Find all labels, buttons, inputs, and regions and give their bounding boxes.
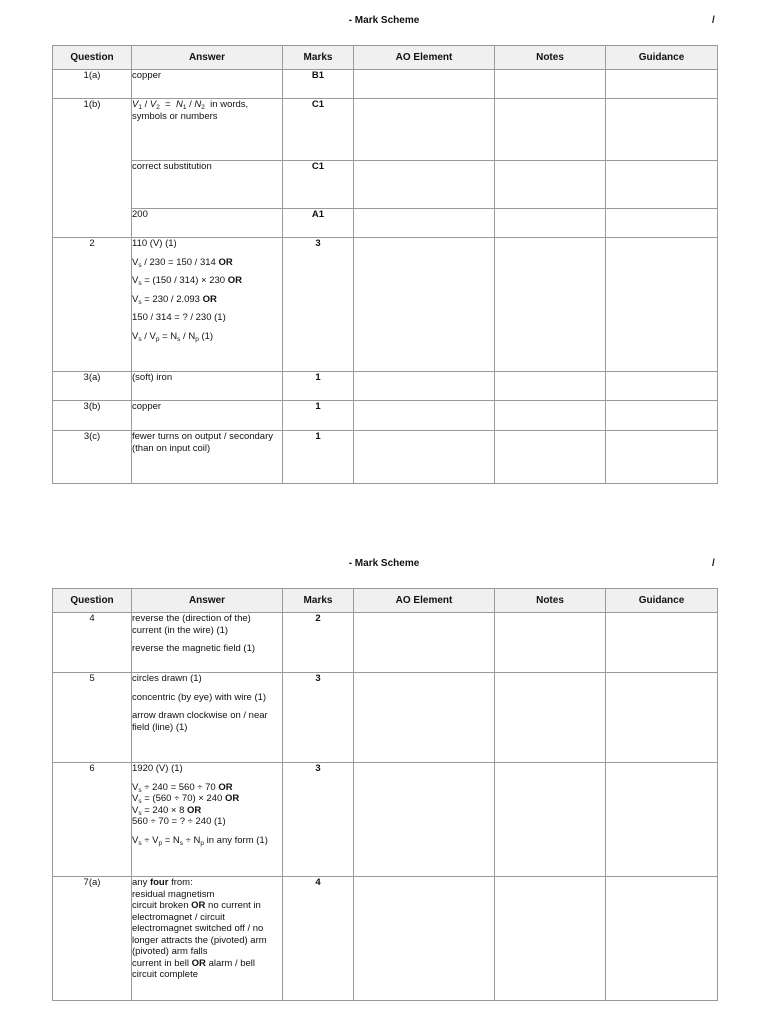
marks-cell: C1 bbox=[283, 99, 354, 161]
answer-line: $V_s / V_p = N_s / N_p$ (1) bbox=[132, 330, 214, 343]
question-number: 3(c) bbox=[53, 431, 132, 484]
answer-cell: fewer turns on output / secondary (than on input coil) bbox=[132, 431, 283, 484]
answer-line: $V_s = (560 \div 70) \times 240$ OR bbox=[132, 793, 240, 805]
table-row bbox=[53, 877, 718, 1001]
answer-line: $V_s = 230 / 2.093$ OR bbox=[132, 293, 217, 306]
answer-cell: 200 bbox=[132, 209, 283, 238]
answer-line: reverse the magnetic field (1) bbox=[132, 643, 256, 654]
answer-cell: copper bbox=[132, 401, 283, 431]
marks-cell: C1 bbox=[283, 161, 354, 209]
answer-line: any four from: bbox=[132, 877, 193, 888]
answer-cell bbox=[132, 613, 283, 673]
col-question: Question bbox=[53, 589, 132, 613]
col-notes: Notes bbox=[495, 589, 606, 613]
table-row bbox=[53, 673, 718, 763]
answer-line: circles drawn (1) bbox=[132, 673, 202, 684]
col-notes: Notes bbox=[495, 46, 606, 70]
answer-line: $V_s \div 240 = 560 \div 70$ OR bbox=[132, 781, 233, 794]
table-row bbox=[53, 70, 718, 99]
marks-cell: 3 bbox=[283, 763, 354, 877]
marks-cell: 1 bbox=[283, 431, 354, 484]
table-row bbox=[53, 613, 718, 673]
col-ao: AO Element bbox=[354, 46, 495, 70]
header-slash: / bbox=[712, 15, 715, 26]
col-question: Question bbox=[53, 46, 132, 70]
answer-line: residual magnetism bbox=[132, 888, 215, 900]
question-number: 2 bbox=[53, 238, 132, 372]
answer-cell: (soft) iron bbox=[132, 372, 283, 401]
answer-line: electromagnet switched off / no longer attracts the (pivoted) arm bbox=[132, 923, 267, 946]
answer-text: in words, symbols or numbers bbox=[132, 99, 249, 122]
col-answer: Answer bbox=[132, 589, 283, 613]
mark-scheme-table-2 bbox=[52, 588, 718, 1001]
table-row bbox=[53, 763, 718, 877]
answer-line: current in bell OR alarm / bell circuit complete bbox=[132, 957, 256, 980]
table-row bbox=[53, 401, 718, 431]
answer-line: 150 / 314 = ? / 230 (1) bbox=[132, 312, 226, 323]
table-row bbox=[53, 431, 718, 484]
table-row bbox=[53, 238, 718, 372]
answer-line: arrow drawn clockwise on / near field (line) (1) bbox=[132, 710, 268, 733]
table-header-row bbox=[53, 589, 718, 613]
answer-line: circuit broken OR no current in electromagnet / circuit bbox=[132, 900, 261, 923]
answer-line: 1920 (V) (1) bbox=[132, 763, 183, 774]
answer-line: 110 (V) (1) bbox=[132, 238, 177, 249]
answer-line: (pivoted) arm falls bbox=[132, 946, 208, 957]
marks-cell: A1 bbox=[283, 209, 354, 238]
answer-line: concentric (by eye) with wire (1) bbox=[132, 691, 267, 703]
col-marks: Marks bbox=[283, 589, 354, 613]
marks-cell: 1 bbox=[283, 401, 354, 431]
answer-line: $V_s = (150 / 314) \times 230$ OR bbox=[132, 275, 242, 287]
marks-cell: 4 bbox=[283, 877, 354, 1001]
page-title: - Mark Scheme bbox=[348, 558, 420, 569]
answer-line: reverse the (direction of the) current (in the wire) (1) bbox=[132, 613, 251, 636]
col-guidance: Guidance bbox=[606, 589, 718, 613]
col-marks: Marks bbox=[283, 46, 354, 70]
table-row bbox=[53, 209, 718, 238]
question-number: 5 bbox=[53, 673, 132, 763]
question-number: 4 bbox=[53, 613, 132, 673]
answer-cell: copper bbox=[132, 70, 283, 99]
col-answer: Answer bbox=[132, 46, 283, 70]
page-header-1 bbox=[0, 15, 768, 29]
question-number: 3(b) bbox=[53, 401, 132, 431]
table-header-row bbox=[53, 46, 718, 70]
marks-cell: 1 bbox=[283, 372, 354, 401]
page-header-2 bbox=[0, 558, 768, 572]
marks-cell: 3 bbox=[283, 673, 354, 763]
question-number: 7(a) bbox=[53, 877, 132, 1001]
answer-cell bbox=[132, 673, 283, 763]
marks-cell: 3 bbox=[283, 238, 354, 372]
answer-line: 560 ÷ 70 = ? ÷ 240 (1) bbox=[132, 816, 226, 827]
table-row bbox=[53, 99, 718, 161]
col-guidance: Guidance bbox=[606, 46, 718, 70]
answer-cell: correct substitution bbox=[132, 161, 283, 209]
answer-line: $V_s = 240 \times 8$ OR bbox=[132, 804, 202, 817]
marks-cell: 2 bbox=[283, 613, 354, 673]
page-title: - Mark Scheme bbox=[348, 15, 420, 26]
table-row bbox=[53, 161, 718, 209]
answer-cell bbox=[132, 877, 283, 1001]
question-number: 3(a) bbox=[53, 372, 132, 401]
answer-cell bbox=[132, 238, 283, 372]
answer-cell: $V_1 / V_2 = N_1 / N_2$ in words, symbols or numbers bbox=[132, 99, 283, 161]
mark-scheme-table-1 bbox=[52, 45, 718, 484]
question-number: 6 bbox=[53, 763, 132, 877]
answer-line: $V_s \div V_p = N_s \div N_p$ in any form (1) bbox=[132, 834, 268, 847]
header-slash: / bbox=[712, 558, 715, 569]
col-ao: AO Element bbox=[354, 589, 495, 613]
marks-cell: B1 bbox=[283, 70, 354, 99]
question-number: 1(a) bbox=[53, 70, 132, 99]
table-row bbox=[53, 372, 718, 401]
answer-line: $V_s / 230 = 150 / 314$ OR bbox=[132, 256, 233, 269]
question-number: 1(b) bbox=[53, 99, 132, 238]
answer-cell bbox=[132, 763, 283, 877]
